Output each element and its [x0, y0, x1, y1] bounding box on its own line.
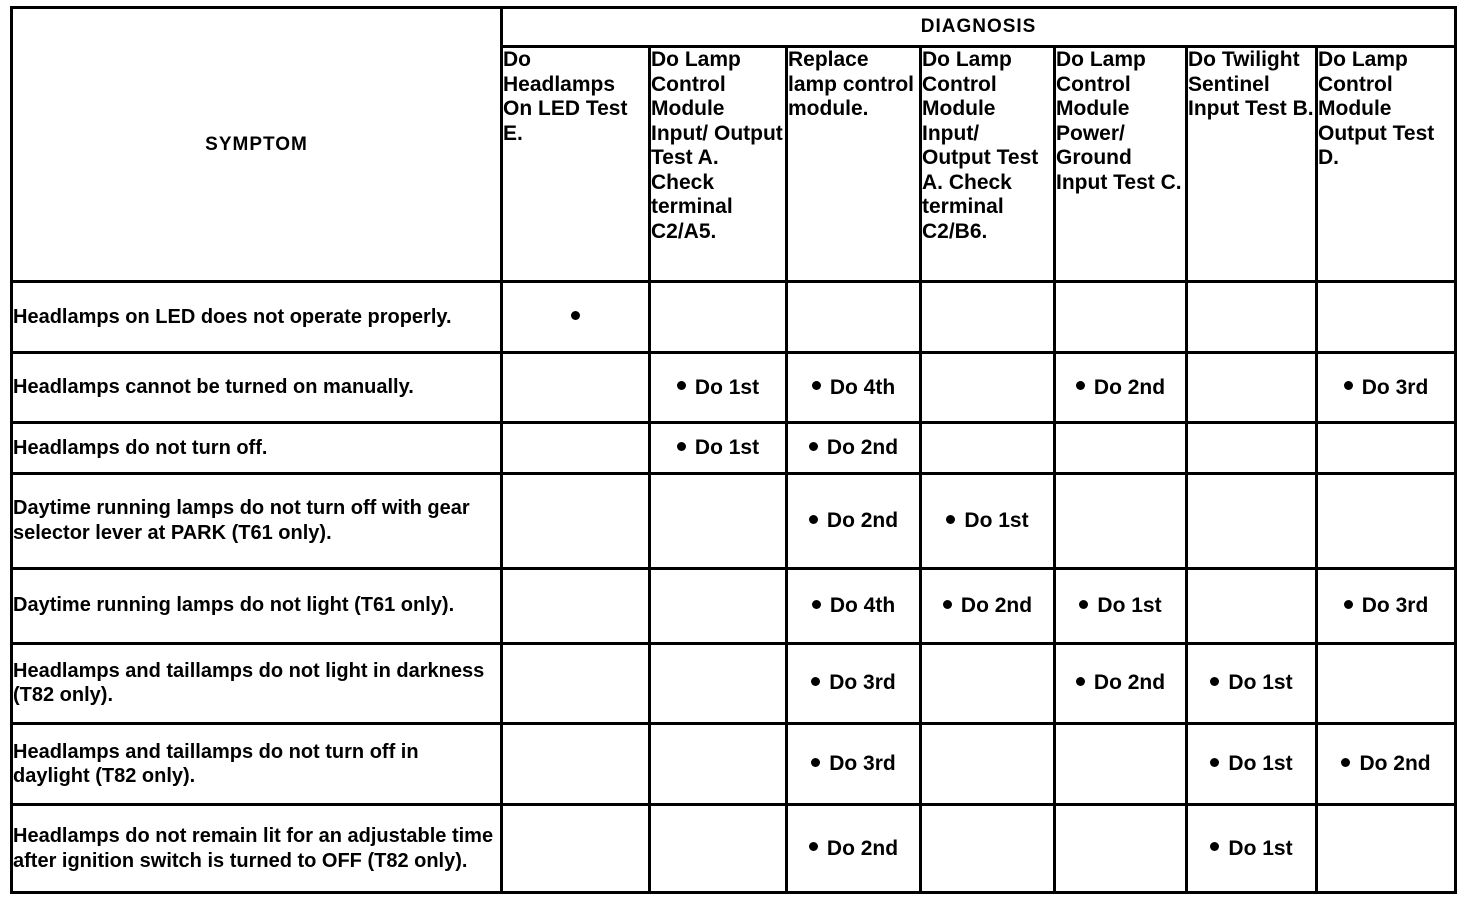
diagnosis-cell: [1187, 805, 1317, 893]
step-order-label: Do 3rd: [829, 752, 896, 776]
bullet-icon: [1210, 758, 1219, 767]
diagnosis-cell: [787, 643, 921, 724]
diagnosis-cell: [1055, 352, 1187, 423]
diagnosis-cell: [1187, 568, 1317, 643]
diagnosis-cell: [1317, 724, 1456, 805]
diagnosis-cell: [650, 423, 787, 473]
step-order-label: Do 1st: [1228, 836, 1293, 860]
bullet-icon: [677, 381, 686, 390]
bullet-icon: [809, 442, 818, 451]
bullet-icon: [1076, 677, 1085, 686]
column-heading: Do Lamp Control Module Input/ Output Test A. Check terminal C2/B6.: [921, 47, 1055, 282]
symptom-cell: Headlamps do not remain lit for an adjustable time after ignition switch is turned to OFF (T82 only).: [12, 805, 502, 893]
diagnosis-cell: [787, 352, 921, 423]
step-order-label: Do 2nd: [960, 593, 1033, 617]
diagnosis-cell: [1187, 282, 1317, 353]
bullet-icon: [571, 311, 580, 320]
symptom-cell: Headlamps cannot be turned on manually.: [12, 352, 502, 423]
bullet-icon: [943, 600, 952, 609]
diagnosis-cell: [1187, 352, 1317, 423]
diagnosis-cell: [921, 724, 1055, 805]
diagnosis-cell: [502, 643, 650, 724]
diagnosis-cell: [1055, 568, 1187, 643]
step-order-label: Do 2nd: [826, 508, 899, 532]
diagnosis-cell: [1055, 473, 1187, 568]
step-order-label: Do 2nd: [1359, 752, 1431, 776]
step-order-label: Do 1st: [1097, 593, 1162, 617]
diagnosis-cell: [1187, 724, 1317, 805]
diagnosis-cell: [921, 643, 1055, 724]
step-order-label: Do 1st: [694, 436, 760, 460]
diagnosis-cell: [787, 724, 921, 805]
diagnosis-cell: [502, 282, 650, 353]
symptom-cell: Headlamps and taillamps do not turn off in daylight (T82 only).: [12, 724, 502, 805]
diagnosis-cell: [921, 805, 1055, 893]
table-row: [12, 643, 1456, 724]
diagnosis-cell: [1317, 282, 1456, 353]
diagnosis-cell: [502, 724, 650, 805]
symptom-cell: Daytime running lamps do not turn off with gear selector lever at PARK (T61 only).: [12, 473, 502, 568]
column-heading: Do Lamp Control Module Output Test D.: [1317, 47, 1456, 282]
diagnosis-cell: [502, 473, 650, 568]
table-row: [12, 282, 1456, 353]
bullet-icon: [677, 442, 686, 451]
table-row: [12, 473, 1456, 568]
diagnosis-cell: [1055, 805, 1187, 893]
bullet-icon: [811, 758, 820, 767]
bullet-icon: [812, 381, 821, 390]
bullet-icon: [1344, 600, 1353, 609]
bullet-icon: [1210, 842, 1219, 851]
bullet-icon: [1076, 381, 1085, 390]
diagnosis-cell: [1317, 352, 1456, 423]
diagnosis-cell: [787, 473, 921, 568]
diagnosis-cell: [650, 568, 787, 643]
diagnosis-cell: [650, 352, 787, 423]
diagnosis-cell: [502, 568, 650, 643]
diagnosis-cell: [921, 282, 1055, 353]
step-order-label: Do 1st: [964, 508, 1029, 532]
step-order-label: Do 4th: [829, 593, 896, 617]
diagnosis-cell: [1187, 423, 1317, 473]
diagnosis-cell: [1055, 423, 1187, 473]
diagnosis-cell: [650, 282, 787, 353]
diagnosis-cell: [1055, 724, 1187, 805]
diagnosis-cell: [1055, 282, 1187, 353]
diagnosis-cell: [1317, 473, 1456, 568]
diagnosis-cell: [921, 473, 1055, 568]
diagnosis-cell: [502, 805, 650, 893]
step-order-label: Do 1st: [1228, 752, 1293, 776]
diagnosis-cell: [650, 473, 787, 568]
bullet-icon: [809, 515, 818, 524]
table-body: [12, 282, 1456, 893]
column-heading: Do Headlamps On LED Test E.: [502, 47, 650, 282]
step-order-label: Do 2nd: [826, 836, 899, 860]
symptom-cell: Headlamps and taillamps do not light in darkness (T82 only).: [12, 643, 502, 724]
column-heading: Do Lamp Control Module Input/ Output Test A. Check terminal C2/A5.: [650, 47, 787, 282]
table-row: [12, 724, 1456, 805]
step-order-label: Do 2nd: [1093, 671, 1166, 695]
diagnosis-cell: [1187, 643, 1317, 724]
symptom-heading: SYMPTOM: [12, 8, 502, 282]
bullet-icon: [809, 842, 818, 851]
diagnosis-cell: [650, 643, 787, 724]
diagnosis-cell: [1317, 643, 1456, 724]
column-heading: Replace lamp control module.: [787, 47, 921, 282]
diagnosis-cell: [787, 282, 921, 353]
step-order-label: Do 3rd: [1361, 375, 1429, 399]
symptom-cell: Headlamps on LED does not operate properly.: [12, 282, 502, 353]
step-order-label: Do 2nd: [826, 436, 899, 460]
diagnosis-chart-sheet: [10, 6, 1454, 894]
diagnosis-cell: [1187, 473, 1317, 568]
table-row: [12, 805, 1456, 893]
symptom-cell: Headlamps do not turn off.: [12, 423, 502, 473]
header-row-top: [12, 8, 1456, 47]
step-order-label: Do 3rd: [829, 671, 896, 695]
step-order-label: Do 1st: [1228, 671, 1293, 695]
diagnosis-cell: [921, 568, 1055, 643]
column-heading: Do Lamp Control Module Power/ Ground Input Test C.: [1055, 47, 1187, 282]
diagnosis-cell: [502, 352, 650, 423]
diagnosis-cell: [650, 805, 787, 893]
step-order-label: Do 4th: [829, 375, 896, 399]
step-order-label: Do 1st: [694, 375, 760, 399]
step-order-label: Do 2nd: [1093, 375, 1166, 399]
bullet-icon: [811, 677, 820, 686]
bullet-icon: [1210, 677, 1219, 686]
table-row: [12, 568, 1456, 643]
diagnosis-cell: [502, 423, 650, 473]
bullet-icon: [812, 600, 821, 609]
diagnosis-cell: [787, 568, 921, 643]
bullet-icon: [1344, 381, 1353, 390]
table-row: [12, 352, 1456, 423]
bullet-icon: [1079, 600, 1088, 609]
table-row: [12, 423, 1456, 473]
diagnosis-heading: DIAGNOSIS: [502, 8, 1456, 47]
column-heading: Do Twilight Sentinel Input Test B.: [1187, 47, 1317, 282]
diagnosis-cell: [921, 423, 1055, 473]
diagnosis-cell: [921, 352, 1055, 423]
diagnosis-cell: [1317, 423, 1456, 473]
bullet-icon: [1341, 758, 1350, 767]
symptom-diagnosis-table: [10, 6, 1457, 894]
diagnosis-cell: [1317, 805, 1456, 893]
diagnosis-cell: [1317, 568, 1456, 643]
symptom-cell: Daytime running lamps do not light (T61 only).: [12, 568, 502, 643]
diagnosis-cell: [650, 724, 787, 805]
diagnosis-cell: [787, 805, 921, 893]
diagnosis-cell: [787, 423, 921, 473]
bullet-icon: [946, 515, 955, 524]
step-order-label: Do 3rd: [1361, 593, 1429, 617]
diagnosis-cell: [1055, 643, 1187, 724]
